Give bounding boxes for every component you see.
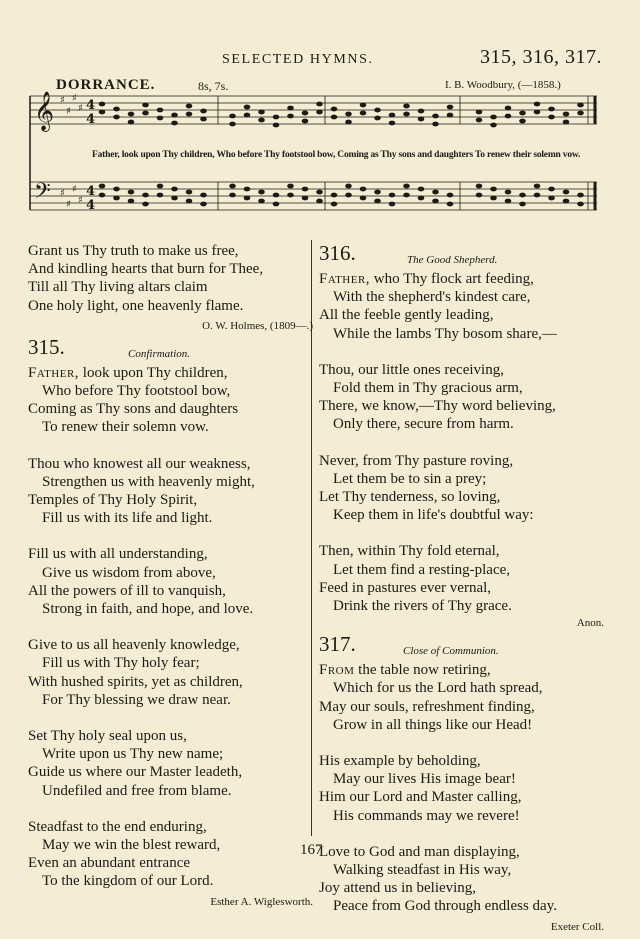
note-head [128,199,135,204]
time-signature: 4 [86,112,96,127]
verse-line: Drink the rivers of Thy grace. [333,598,512,615]
note-head [142,103,149,108]
note-head [389,113,396,118]
note-head [403,184,410,189]
verse-line: who Thy flock art feeding, [373,271,534,287]
note-head [258,190,265,195]
note-head [360,103,367,108]
verse-line: His commands may we revere! [333,807,520,824]
verse-line: His example by beholding, [319,753,481,770]
verse-line: Fold them in Thy gracious arm, [333,380,523,397]
page-number: 167 [300,842,323,858]
note-head [113,196,120,201]
note-head [505,114,512,119]
note-head [534,184,541,189]
note-head [534,102,541,107]
hymn-author: Exeter Coll. [550,920,604,933]
note-head [244,113,251,118]
note-head [345,112,352,117]
note-head [302,187,309,192]
note-head [273,123,280,128]
note-head [157,184,164,189]
note-head [273,193,280,198]
hymn-heading [28,334,313,364]
hymn-subtitle: The Good Shepherd. [407,254,498,266]
page-header-title: SELECTED HYMNS. [222,52,374,67]
verse-line: Give to us all heavenly knowledge, [28,637,240,654]
sharp-icon: ♯ [72,184,77,195]
verse-line: With the shepherd's kindest care, [333,289,531,306]
note-head [563,190,570,195]
note-head [490,123,497,128]
note-head [563,199,570,204]
note-head [577,193,584,198]
note-head [447,193,454,198]
note-head [548,196,555,201]
note-head [403,112,410,117]
hymn-subtitle: Close of Communion. [403,645,499,658]
note-head [534,110,541,115]
sharp-icon: ♯ [78,195,83,206]
note-head [273,202,280,207]
note-head [142,111,149,116]
note-head [345,120,352,125]
note-head [258,199,265,204]
first-word: Father, [319,271,371,287]
note-head [331,193,338,198]
verse-line: Let them find a resting-place, [333,561,511,578]
verse-line: Joy attend us in believing, [319,880,477,897]
verse-line: Undefiled and free from blame. [42,782,232,799]
verse-line: Steadfast to the end enduring, [28,818,207,835]
verse-line: Peace from God through endless day. [333,898,557,915]
note-head [374,199,381,204]
note-head [577,111,584,116]
note-head [490,187,497,192]
note-head [403,104,410,109]
note-head [519,193,526,198]
right-column [319,242,604,939]
note-head [186,104,193,109]
sharp-icon: ♯ [72,93,77,104]
sharp-icon: ♯ [78,103,83,114]
verse-line: May our souls, refreshment finding, [319,698,535,715]
note-head [490,196,497,201]
note-head [563,112,570,117]
note-head [128,190,135,195]
note-head [200,109,207,114]
note-head [345,184,352,189]
note-head [374,116,381,121]
note-head [157,116,164,121]
verse-line: May our lives His image bear! [333,771,516,788]
music-score [0,0,640,238]
note-head [360,187,367,192]
note-head [316,190,323,195]
sharp-icon: ♯ [66,106,71,117]
note-head [432,122,439,127]
sharp-icon: ♯ [60,188,65,199]
note-head [287,193,294,198]
verse-line: Feed in pastures ever vernal, [319,579,492,596]
note-head [171,196,178,201]
note-head [519,111,526,116]
verse-line: Strong in faith, and hope, and love. [42,601,254,618]
note-head [157,108,164,113]
note-head [171,187,178,192]
tune-composer: I. B. Woodbury, (—1858.) [445,79,561,91]
time-signature: 4 [86,184,96,199]
note-head [316,110,323,115]
note-head [142,193,149,198]
note-head [403,193,410,198]
hymn-number: 315. [28,334,65,359]
note-head [99,193,106,198]
hymn-317 [319,632,604,934]
first-word: From [319,662,355,679]
verse-line: Him our Lord and Master calling, [319,789,522,806]
note-head [418,117,425,122]
note-head [418,196,425,201]
tune-meter: 8s, 7s. [198,79,229,93]
hymn-author: Anon. [576,617,604,630]
verse-line: Let them be to sin a prey; [333,470,487,487]
verse-line: May we win the blest reward, [42,837,221,854]
note-head [418,187,425,192]
note-head [200,202,207,207]
note-head [171,121,178,126]
verse-line: Even an abundant entrance [28,855,191,872]
verse-line: Which for us the Lord hath spread, [333,680,543,697]
note-head [548,187,555,192]
music-lyric-line: Father, look upon Thy children, Who before Thy footstool bow, Coming as Thy sons and daughters To renew their solemn vow. [92,150,581,160]
note-head [186,190,193,195]
note-head [360,196,367,201]
note-head [519,119,526,124]
note-head [244,196,251,201]
note-head [273,115,280,120]
bass-clef-icon: 𝄢 [34,179,51,209]
verse-line: Only there, secure from harm. [333,416,514,433]
note-head [476,118,483,123]
note-head [432,114,439,119]
verse-line: Guide us where our Master leadeth, [28,764,243,781]
note-head [447,105,454,110]
hymn-heading [319,632,604,661]
verse-line: Fill us with its life and light. [42,510,213,527]
note-head [563,120,570,125]
verse-line: There, we know,—Thy word believing, [319,398,556,415]
note-head [258,110,265,115]
note-head [447,113,454,118]
note-head [432,199,439,204]
note-head [331,115,338,120]
note-head [374,108,381,113]
note-head [128,112,135,117]
note-head [186,199,193,204]
verse-line: Then, within Thy fold eternal, [319,543,500,560]
verse-line: While the lambs Thy bosom share,— [333,325,557,342]
note-head [302,119,309,124]
verse-line: For Thy blessing we draw near. [42,691,231,708]
note-head [476,193,483,198]
note-head [476,184,483,189]
verse-line: Love to God and man displaying, [319,843,520,860]
note-head [99,184,106,189]
verse-line: Write upon us Thy new name; [42,746,224,763]
note-head [447,202,454,207]
note-head [157,193,164,198]
note-head [113,115,120,120]
verse-line: Walking steadfast in His way, [333,862,512,879]
note-head [128,120,135,125]
note-head [142,202,149,207]
verse-line: Coming as Thy sons and daughters [28,401,239,418]
note-head [99,102,106,107]
note-head [229,184,236,189]
note-head [505,199,512,204]
note-head [200,193,207,198]
note-head [577,202,584,207]
note-head [244,105,251,110]
verse-line: Who before Thy footstool bow, [42,383,231,400]
note-head [229,193,236,198]
hymn-author: Esther A. Wiglesworth. [210,895,313,908]
treble-clef-icon: 𝄞 [34,91,55,131]
note-head [519,202,526,207]
note-head [389,202,396,207]
verse-line: Never, from Thy pasture roving, [319,452,514,469]
verse-line: Thou who knowest all our weakness, [28,455,251,472]
verse-line: Grant us Thy truth to make us free, [28,243,239,259]
verse-line: Give us wisdom from above, [42,564,216,581]
hymn-subtitle: Confirmation. [128,347,191,360]
verse-line: One holy light, one heavenly flame. [28,297,244,314]
verse-line: Thou, our little ones receiving, [319,361,504,378]
left-column [28,242,313,914]
note-head [244,187,251,192]
hymn-heading [319,241,604,270]
note-head [548,107,555,112]
note-head [229,114,236,119]
verse-line: Strengthen us with heavenly might, [42,473,255,490]
hymn-author: O. W. Holmes, (1809—.) [202,319,313,332]
note-head [548,115,555,120]
note-head [113,107,120,112]
first-word: Father, [28,364,80,381]
verse-line: Let Thy tenderness, so loving, [319,489,501,506]
hymn-315 [28,334,313,910]
note-head [505,106,512,111]
note-head [302,111,309,116]
verse-line: look upon Thy children, [82,364,228,381]
verse-line: All the powers of ill to vanquish, [28,582,226,599]
note-head [505,190,512,195]
verse-line: With hushed spirits, yet as children, [28,673,243,690]
hymn-316 [319,241,604,631]
note-head [345,193,352,198]
note-head [316,102,323,107]
note-head [389,121,396,126]
verse-line: Till all Thy living altars claim [28,279,208,296]
note-head [113,187,120,192]
verse-line: And kindling hearts that burn for Thee, [28,261,264,278]
sharp-icon: ♯ [60,95,65,106]
verse-line: To the kingdom of our Lord. [42,873,214,890]
note-head [287,114,294,119]
verse-line: the table now retiring, [358,662,491,679]
note-head [287,184,294,189]
verse-line: Temples of Thy Holy Spirit, [28,492,198,509]
note-head [331,202,338,207]
verse-line: To renew their solemn vow. [42,419,209,436]
hymn-number: 316. [319,241,356,265]
note-head [331,107,338,112]
tune-name: DORRANCE. [56,77,156,93]
note-head [374,190,381,195]
note-head [229,122,236,127]
note-head [99,110,106,115]
note-head [389,193,396,198]
note-head [258,118,265,123]
note-head [287,106,294,111]
verse-line: Grow in all things like our Head! [333,716,533,733]
verse-line: All the feeble gently leading, [319,307,494,324]
verse-line: Fill us with Thy holy fear; [42,655,200,672]
note-head [360,111,367,116]
note-head [490,115,497,120]
note-head [171,113,178,118]
sharp-icon: ♯ [66,199,71,210]
page-header-hymn-numbers: 315, 316, 317. [480,46,602,68]
note-head [534,193,541,198]
hymn-number: 317. [319,632,356,657]
note-head [316,199,323,204]
note-head [577,103,584,108]
verse-line: Fill us with all understanding, [28,546,208,563]
verse-line: Set Thy holy seal upon us, [28,728,187,745]
time-signature: 4 [86,98,96,113]
note-head [432,190,439,195]
hymn-314-continued [28,242,313,334]
verse-line: Keep them in life's doubtful way: [333,507,534,524]
note-head [418,109,425,114]
note-head [186,112,193,117]
time-signature: 4 [86,198,96,213]
note-head [200,117,207,122]
note-head [302,196,309,201]
note-head [476,110,483,115]
